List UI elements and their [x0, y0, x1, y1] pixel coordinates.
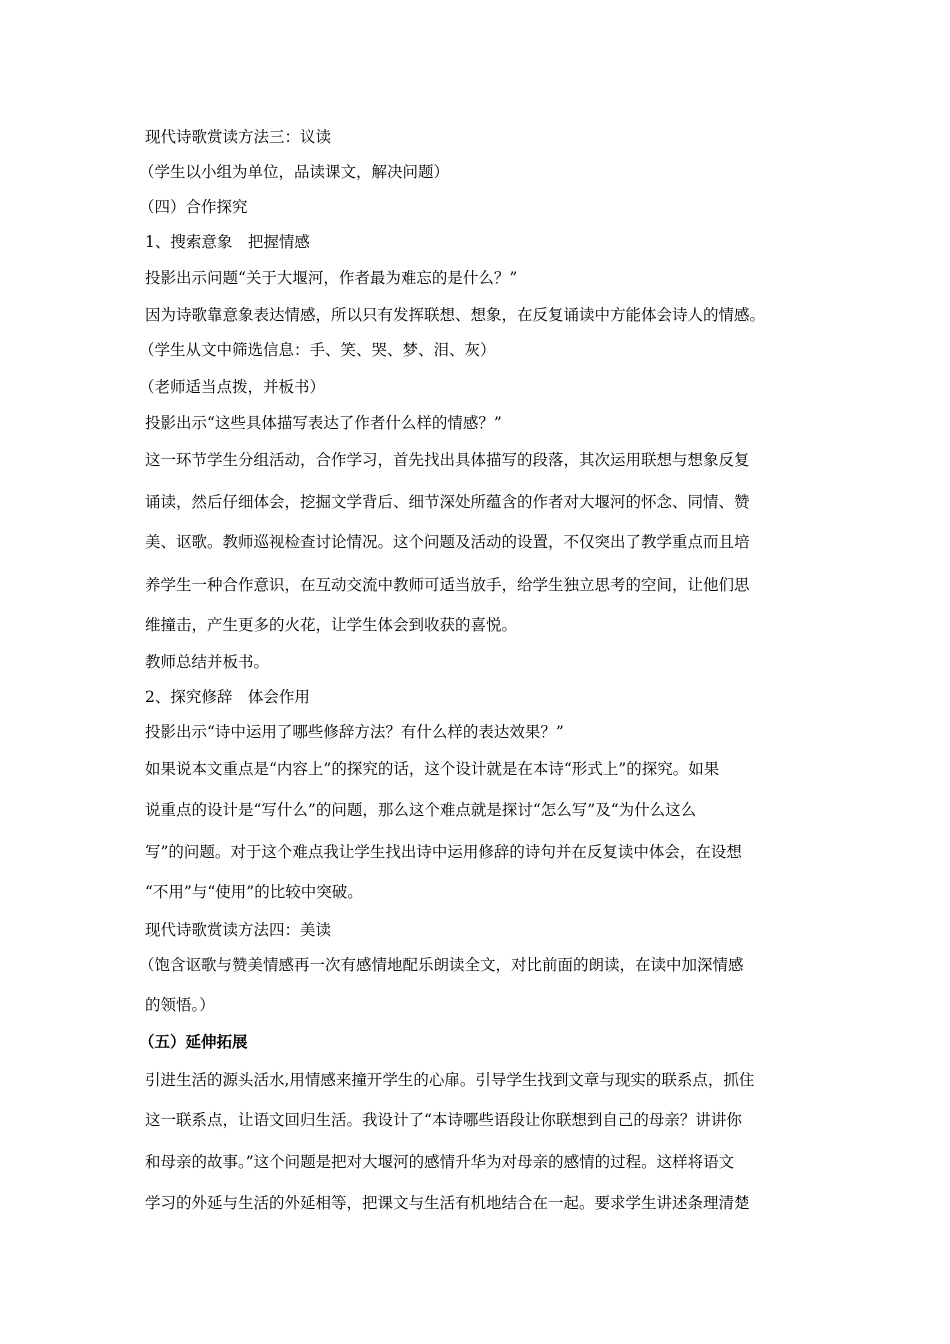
text-line: 养学生一种合作意识，在互动交流中教师可适当放手，给学生独立思考的空间，让他们思 — [145, 576, 750, 594]
text-line: 维撞击，产生更多的火花，让学生体会到收获的喜悦。 — [145, 616, 518, 634]
text-line: 和母亲的故事。”这个问题是把对大堰河的感情升华为对母亲的感情的过程。这样将语文 — [145, 1153, 735, 1171]
subsection-heading: 1、搜索意象 把握情感 — [145, 233, 310, 251]
text-line: 投影出示“诗中运用了哪些修辞方法？有什么样的表达效果？” — [145, 723, 564, 741]
text-line: 的领悟。） — [145, 996, 215, 1014]
text-line: （饱含讴歌与赞美情感再一次有感情地配乐朗读全文，对比前面的朗读，在读中加深情感 — [139, 956, 744, 974]
text-line: 这一联系点，让语文回归生活。我设计了“本诗哪些语段让你联想到自己的母亲？讲讲你 — [145, 1111, 742, 1129]
text-line: 教师总结并板书。 — [145, 653, 270, 671]
subsection-heading: 2、探究修辞 体会作用 — [145, 688, 310, 706]
text-line: 现代诗歌赏读方法四：美读 — [145, 921, 332, 939]
text-line: 如果说本文重点是“内容上”的探究的话，这个设计就是在本诗“形式上”的探究。如果 — [145, 760, 720, 778]
text-line: “不用”与“使用”的比较中突破。 — [145, 883, 363, 901]
text-line: 引进生活的源头活水,用情感来撞开学生的心扉。引导学生找到文章与现实的联系点，抓住 — [145, 1071, 755, 1089]
text-line: 因为诗歌靠意象表达情感，所以只有发挥联想、想象，在反复诵读中方能体会诗人的情感。 — [145, 306, 766, 324]
section-heading: （五）延伸拓展 — [139, 1032, 248, 1051]
text-line: 投影出示“这些具体描写表达了作者什么样的情感？” — [145, 414, 502, 432]
text-line: 说重点的设计是“写什么”的问题，那么这个难点就是探讨“怎么写”及“为什么这么 — [145, 801, 697, 819]
text-line: （学生以小组为单位，品读课文，解决问题） — [139, 163, 450, 181]
text-line: 投影出示问题“关于大堰河，作者最为难忘的是什么？” — [145, 269, 518, 287]
section-heading: （四）合作探究 — [139, 198, 248, 216]
text-line: （学生从文中筛选信息：手、笑、哭、梦、泪、灰） — [139, 341, 496, 359]
text-line: （老师适当点拨，并板书） — [139, 378, 326, 396]
text-line: 现代诗歌赏读方法三：议读 — [145, 128, 332, 146]
text-line: 诵读，然后仔细体会，挖掘文学背后、细节深处所蕴含的作者对大堰河的怀念、同情、赞 — [145, 493, 750, 511]
text-line: 写”的问题。对于这个难点我让学生找出诗中运用修辞的诗句并在反复读中体会，在设想 — [145, 843, 742, 861]
text-line: 美、讴歌。教师巡视检查讨论情况。这个问题及活动的设置，不仅突出了教学重点而且培 — [145, 533, 750, 551]
text-line: 学习的外延与生活的外延相等，把课文与生活有机地结合在一起。要求学生讲述条理清楚 — [145, 1194, 750, 1212]
text-line: 这一环节学生分组活动，合作学习，首先找出具体描写的段落，其次运用联想与想象反复 — [145, 451, 750, 469]
